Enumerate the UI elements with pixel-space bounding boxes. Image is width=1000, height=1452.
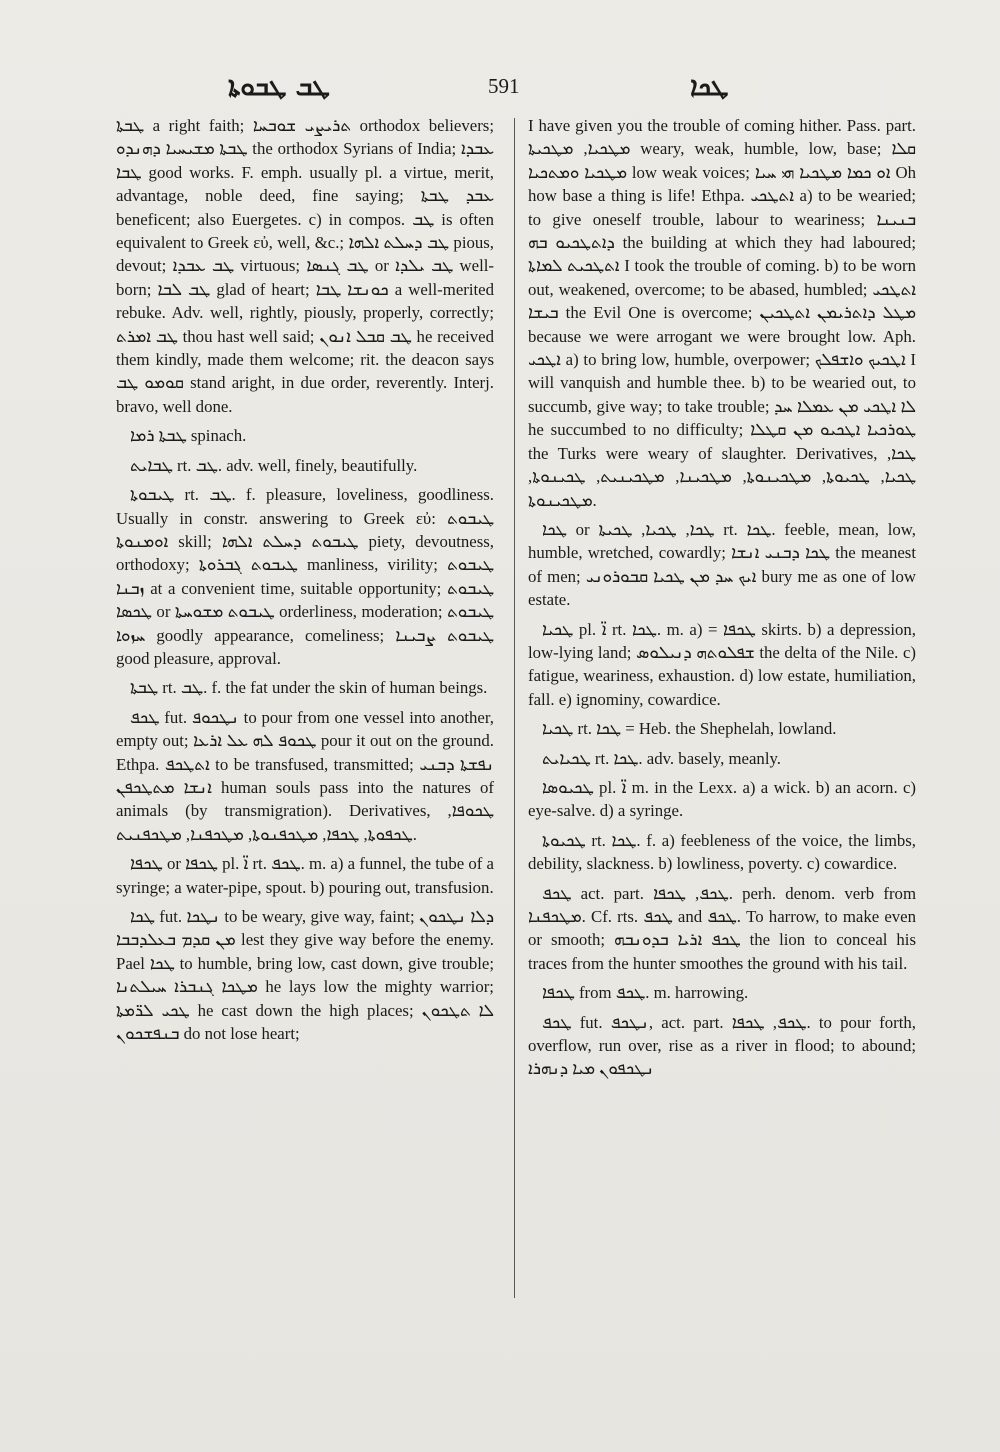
column-divider: [514, 118, 515, 1298]
entry-paragraph: I have given you the trouble of coming hither. Pass. part. ܡܛܟܝܐ, ܡܛܟܝܬܐ weary, weak, humble, low, base; ܩܠܐ ܡܛܟܝܐ ܘܡܬܟܝܐ low weak voices; ܐܘ ܟܡܐ ܡܛܟܝܐ ܗܝ ܚܝܐ Oh how base a thing is life! Ethpa. ܐܬܛܟܝ a) to be wearied; to give oneself trouble, labour to weariness; ܒܢܝܢܐ ܕܐܬܛܟܝܘ ܒܗ the building at which they had laboured; ܐܬܛܟܝܬ ܠܡܐܬܐ I took the trouble of coming. b) to be worn out, weakened, overcome; to be abased, humbled; ܐܬܛܟܝ ܒܝܫܐ the Evil One is overcome; ܡܛܠ ܕܐܬܪܝܡܢ ܐܬܛܟܝܢ because we were arrogant we were brought low. Aph. ܐܛܟܝ a) to bring low, humble, overpower; ܐܛܟܝܟ ܘܐܫܦܠܟ I will vanquish and humble thee. b) to be wearied out, to succumb, give way; to take trouble; ܠܐ ܐܛܟܝ ܡܢ ܥܡܠܐ ܚܕ he succumbed to no difficulty; ܛܘܪܟܝܐ ܐܛܟܝܘ ܡܢ ܩܛܠܐ the Turks were weary of slaughter. Derivatives, ܛܟܐ, ܛܟܝܐ, ܛܟܝܘܬܐ, ܡܛܟܝܢܘܬܐ, ܡܛܟܝܢܐ, ܡܛܟܝܢܝܬ, ܛܟܝܢܘܬܐ, ܡܛܟܝܢܘܬܐ.: [528, 116, 916, 510]
entry-paragraph: ܛܒܐܝܬ rt. ܛܒ. adv. well, finely, beautifully.: [130, 455, 418, 475]
entry-paragraph: ܛܟܦܐ or ܛܟܦܐ pl. ܐ̈ rt. ܛܟܦ. m. a) a funnel, the tube of a syringe; a water-pipe, spout. b) pouring out, transfusion.: [116, 854, 495, 897]
entry-paragraph: ܛܟܐ or ܛܟܐ, ܛܟܝܐ, ܛܟܝܬܐ rt. ܛܟܐ. feeble, mean, low, humble, wretched, cowardly; ܛܟܐ ܕܒܢܝ ܐܢܫܐ the meanest of men; ܐܝܟ ܚܕ ܡܢ ܛܟܝܐ ܩܒܘܪܘܢܝ bury me as one of low estate.: [528, 519, 916, 610]
entry-paragraph: ܛܒܬܐ ܪܡܐ spinach.: [130, 426, 247, 446]
header-right-word: ܛܟܐ: [690, 72, 729, 102]
header-left-word: ܛܒ ܛܒܘܬܐ: [228, 72, 330, 102]
entry-paragraph: ܛܟܐ fut. ܢܛܟܐ to be weary, give way, faint; ܕܠܐ ܢܛܟܘܢ ܡܢ ܩܕܡ ܒܥܠܕܒܒܐ lest they give way before the enemy. Pael ܛܟܐ to humble, bring low, cast down, give trouble; ܡܛܟܐ ܓܢܒܪܐ ܚܝܠܬܢܐ he lays low the mighty warrior; ܛܟܝ ܠܪ̈ܡܬܐ he cast down the high places; ܠܐ ܬܛܟܘܢ ܒܢܦܫܟܘܢ do not lose heart;: [116, 907, 495, 1044]
entry-paragraph: ܛܟܦ fut. ܢܛܟܘܦ to pour from one vessel into another, empty out; ܛܟܘܦ ܠܗ ܥܠ ܐܪܥܐ pour it out on the ground. Ethpa. ܐܬܛܟܦ to be transfused, transmitted; ܢܦܫܬܐ ܕܒܢܝ ܐܢܫܐ ܡܬܛܟܦܢ human souls pass into the natures of animals (by transmigration). Derivatives, ܛܟܘܦܐ, ܛܟܦܘܬܐ, ܛܟܦܐ, ܡܛܟܦܢܘܬܐ, ܡܛܟܦܢܐ, ܡܛܟܦܢܝܬ.: [116, 707, 494, 844]
right-column: [528, 114, 916, 1087]
entry-paragraph: ܛܟܝܐ pl. ܐ̈ rt. ܛܟܐ. m. a) = ܛܟܦܐ skirts. b) a depression, low-lying land; ܫܦܠܘܬܗ ܕܢܝܠܘܣ the delta of the Nile. c) fatigue, weariness, exhaustion. d) low estate, humiliation, fall. e) ignominy, cowardice.: [528, 619, 917, 709]
entry-paragraph: ܛܒܬܐ a right faith; ܬܪܝܨܝ ܫܘܒܚܐ orthodox believers; ܛܒܬܐ ܡܫܝܚܝܐ ܕܗܢܕܘ the orthodox Syrians of India; ܥܒܕܐ ܛܒܐ good works. F. emph. usually pl. a virtue, merit, advantage, noble deed, fine saying; ܥܒܕ ܛܒܬܐ beneficent; also Euergetes. c) in compos. ܛܒ is often equivalent to Greek εὐ, well, &c.; ܛܒ ܕܚܠܬ ܐܠܗܐ pious, devout; ܛܒ ܥܒܕܐ virtuous; ܛܒ ܓܢܣܐ or ܛܒ ܝܠܕܐ well-born; ܛܒ ܠܒܐ glad of heart; ܟܘܢܫܐ ܛܒܐ a well-merited rebuke. Adv. well, rightly, piously, properly, correctly; ܛܒ ܐܡܪܬ thou hast well said; ܛܒ ܩܒܠ ܐܢܘܢ he received them kindly, made them welcome; rit. the deacon says ܩܘܡܘ ܛܒ stand aright, in due order, reverently. Interj. bravo, well done.: [116, 116, 495, 416]
entry-paragraph: ܛܟܦܐ from ܛܟܦ. m. harrowing.: [542, 983, 749, 1003]
entry-paragraph: ܛܝܒܘܬܐ rt. ܛܒ. f. pleasure, loveliness, goodliness. Usually in constr. answering to Greek εὐ: ܛܝܒܘܬ ܐܘܡܢܘܬܐ skill; ܛܝܒܘܬ ܕܚܠܬ ܐܠܗܐ piety, devoutness, orthodoxy; ܛܝܒܘܬ ܓܒܪܘܬܐ manliness, virility; ܛܝܒܘܬ ܙܒܢܐ at a convenient time, suitable opportunity; ܛܝܒܘܬ ܛܟܣܐ or ܛܝܒܘܬ ܡܫܘܚܬܐ orderliness, moderation; ܛܝܒܘܬ ܚܙܘܐ goodly appearance, comeliness; ܛܝܒܘܬ ܨܒܝܢܐ good pleasure, approval.: [116, 485, 494, 668]
running-header: [0, 68, 1000, 108]
entry-paragraph: ܛܟܝܐ rt. ܛܟܐ = Heb. the Shephelah, lowland.: [542, 719, 837, 739]
entry-paragraph: ܛܟܝܐܝܬ rt. ܛܟܐ. adv. basely, meanly.: [542, 748, 781, 768]
left-column: [116, 114, 494, 1051]
entry-paragraph: ܛܒܬܐ rt. ܛܒ. f. the fat under the skin of human beings.: [130, 678, 488, 698]
page-number: 591: [488, 74, 520, 98]
entry-paragraph: ܛܟܦ fut. ܢܛܟܦ, act. part. ܛܟܦ, ܛܟܦܐ. to pour forth, overflow, run over, rise as a river in flood; to abound; ܢܛܟܦܘܢ ܡܝܐ ܕܢܗܪܐ: [528, 1012, 916, 1079]
entry-paragraph: ܛܟܝܘܣܐ pl. ܐ̈ m. in the Lexx. a) a wick. b) an acorn. c) eye-salve. d) a syringe.: [528, 777, 917, 821]
entry-paragraph: ܛܟܝܘܬܐ rt. ܛܟܐ. f. a) feebleness of the voice, the limbs, debility, slackness. b) lowliness, poverty. c) cowardice.: [528, 830, 916, 874]
entry-paragraph: ܛܟܦ act. part. ܛܟܦ, ܛܟܦܐ. perh. denom. verb from ܡܛܟܦܢܐ. Cf. rts. ܛܟܦ and ܛܟܦ. To harrow, to make even or smooth; ܛܟܦ ܐܪܝܐ ܒܕܘܢܒܗ the lion to conceal his traces from the hunter smoothes the ground with his tail.: [528, 883, 917, 973]
